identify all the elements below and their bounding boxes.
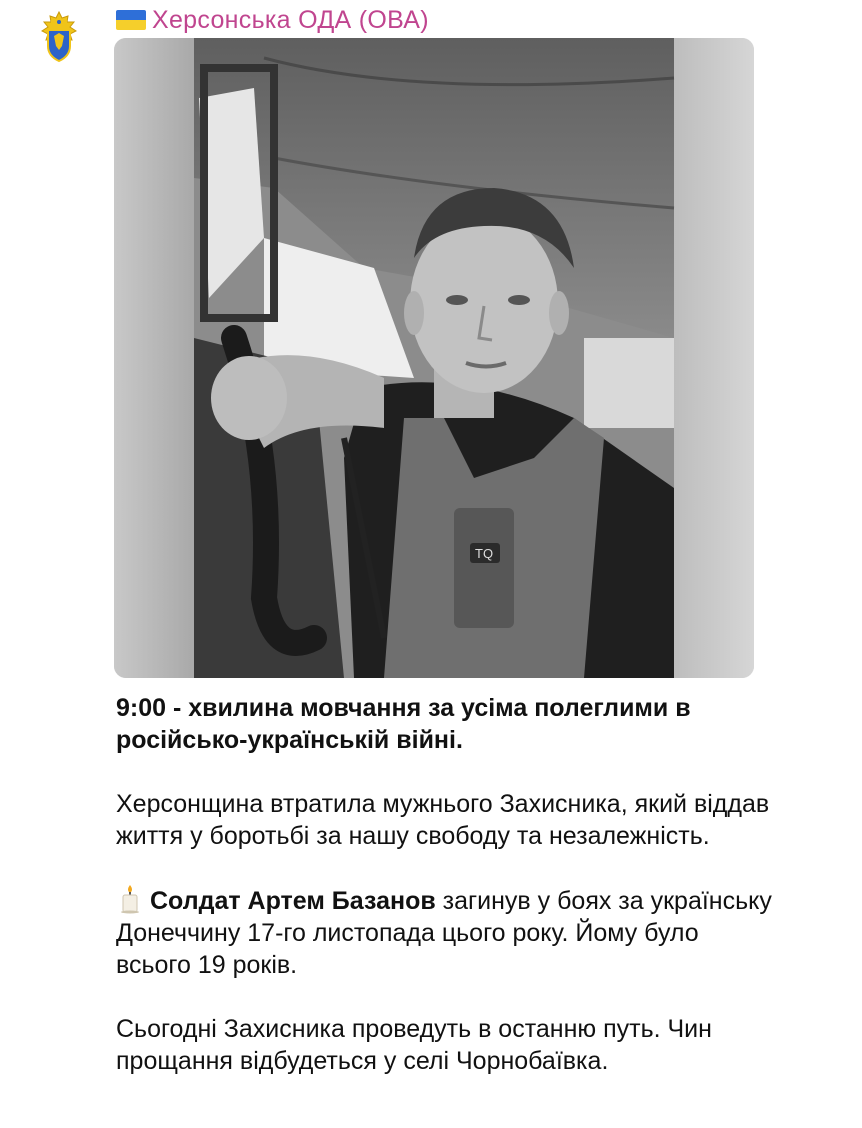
kherson-coat-of-arms-icon (34, 10, 84, 64)
soldier-portrait-photo (114, 38, 754, 678)
post-paragraph-2 (116, 884, 776, 981)
channel-name[interactable]: Херсонська ОДА (ОВА) (152, 5, 429, 34)
post-paragraph-2-text: загинув у боях за українську Донеччину 17-го листопада цього року. Йому було всього 19 років. (116, 887, 772, 979)
post-photo[interactable] (114, 38, 754, 678)
soldier-name: Солдат Артем Базанов (150, 887, 436, 915)
channel-avatar[interactable] (34, 10, 84, 64)
post-paragraph-3: Сьогодні Захисника проведуть в останню путь. Чин прощання відбудеться у селі Чорнобаївка. (116, 1015, 712, 1075)
post-message (116, 692, 776, 1077)
svg-text:TQ: TQ (475, 546, 494, 561)
ukraine-flag-icon (116, 10, 146, 30)
post-header (116, 4, 429, 36)
post-paragraph-1: Херсонщина втратила мужнього Захисника, який віддав життя у боротьбі за нашу свободу та незалежність. (116, 790, 770, 850)
candle-icon (116, 884, 144, 914)
post-headline: 9:00 - хвилина мовчання за усіма полеглими в російсько-українській війні. (116, 694, 691, 754)
